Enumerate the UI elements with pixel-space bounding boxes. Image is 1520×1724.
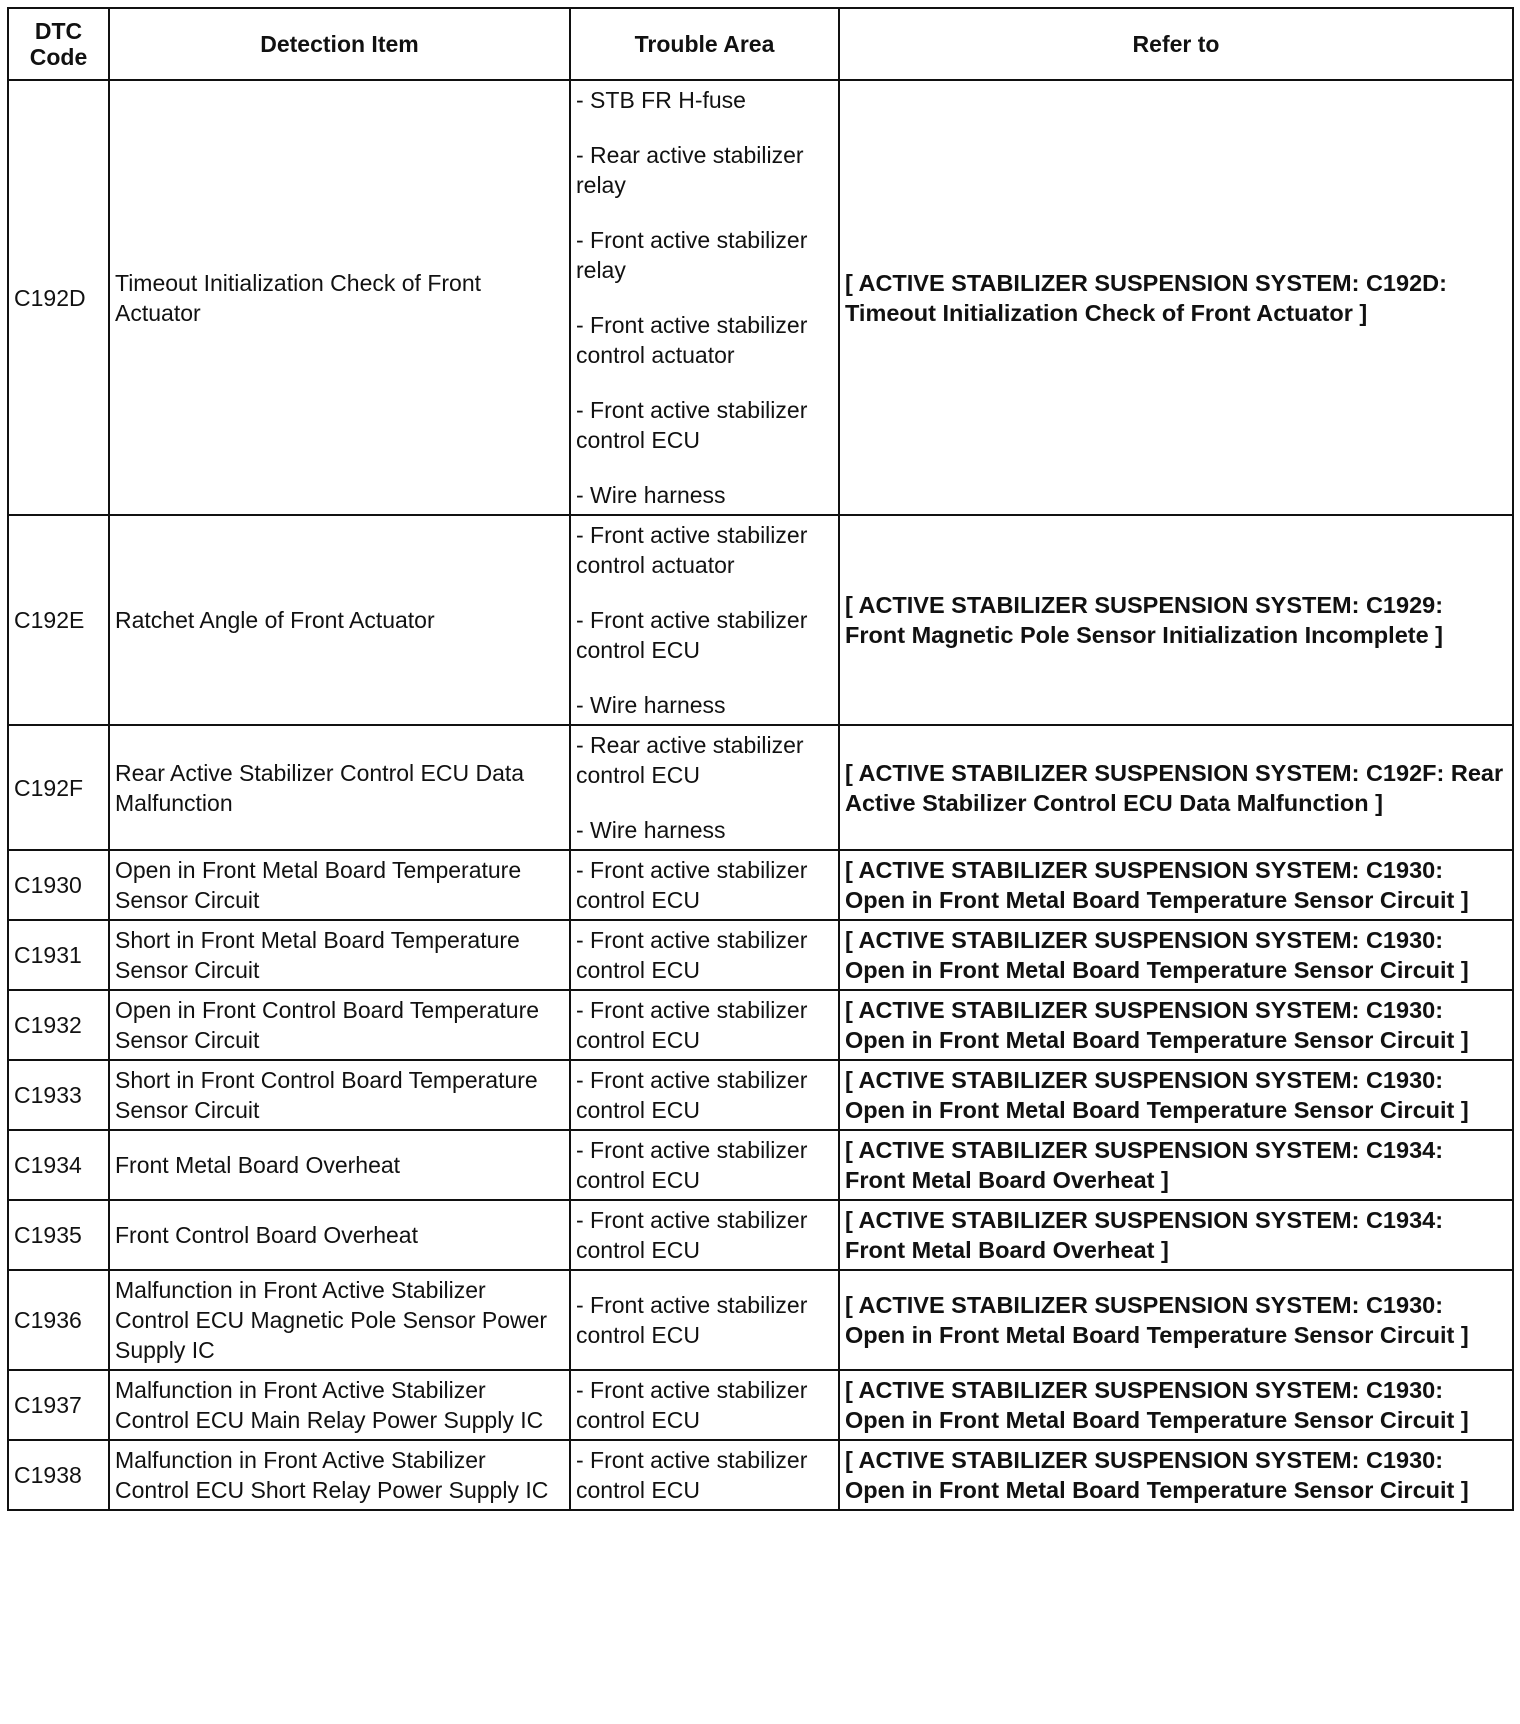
trouble-area-item: - Front active stabilizer control ECU	[576, 927, 808, 983]
header-row	[8, 8, 1513, 80]
trouble-area-list	[576, 85, 835, 510]
dtc-code-cell: C1937	[8, 1370, 109, 1440]
dtc-table-header	[8, 8, 1513, 80]
trouble-area-list	[576, 1445, 835, 1505]
refer-to-link[interactable]: [ ACTIVE STABILIZER SUSPENSION SYSTEM: C1930: Open in Front Metal Board Temperature Sensor Circuit ]	[839, 920, 1513, 990]
trouble-area-item: - STB FR H-fuse	[576, 87, 746, 113]
trouble-area-list	[576, 995, 835, 1055]
dtc-table-container	[7, 7, 1514, 1511]
table-row	[8, 920, 1513, 990]
table-row	[8, 1270, 1513, 1370]
trouble-area-item: - Front active stabilizer control ECU	[576, 1377, 808, 1433]
trouble-area-item: - Front active stabilizer control ECU	[576, 997, 808, 1053]
refer-to-link[interactable]: [ ACTIVE STABILIZER SUSPENSION SYSTEM: C1930: Open in Front Metal Board Temperature Sensor Circuit ]	[839, 1060, 1513, 1130]
table-row	[8, 1200, 1513, 1270]
trouble-area-list	[576, 925, 835, 985]
trouble-area-item: - Front active stabilizer control ECU	[576, 857, 808, 913]
trouble-area-item: - Wire harness	[576, 482, 726, 508]
dtc-code-cell: C1930	[8, 850, 109, 920]
detection-item-cell: Timeout Initialization Check of Front Actuator	[109, 80, 570, 515]
detection-item-cell: Open in Front Control Board Temperature Sensor Circuit	[109, 990, 570, 1060]
refer-to-link[interactable]: [ ACTIVE STABILIZER SUSPENSION SYSTEM: C1930: Open in Front Metal Board Temperature Sensor Circuit ]	[839, 850, 1513, 920]
trouble-area-cell	[570, 1200, 839, 1270]
trouble-area-cell	[570, 1060, 839, 1130]
trouble-area-list	[576, 1290, 835, 1350]
detection-item-cell: Open in Front Metal Board Temperature Sensor Circuit	[109, 850, 570, 920]
table-row	[8, 725, 1513, 850]
dtc-code-cell: C192D	[8, 80, 109, 515]
dtc-table	[7, 7, 1514, 1511]
table-row	[8, 515, 1513, 725]
table-row	[8, 990, 1513, 1060]
trouble-area-item: - Rear active stabilizer relay	[576, 142, 804, 198]
dtc-table-body	[8, 80, 1513, 1510]
table-row	[8, 1440, 1513, 1510]
refer-to-link[interactable]: [ ACTIVE STABILIZER SUSPENSION SYSTEM: C1930: Open in Front Metal Board Temperature Sensor Circuit ]	[839, 990, 1513, 1060]
trouble-area-item: - Front active stabilizer control ECU	[576, 1207, 808, 1263]
trouble-area-list	[576, 520, 835, 720]
trouble-area-cell	[570, 920, 839, 990]
table-row	[8, 1060, 1513, 1130]
trouble-area-cell	[570, 725, 839, 850]
trouble-area-item: - Front active stabilizer control actuator	[576, 522, 808, 578]
dtc-code-cell: C1932	[8, 990, 109, 1060]
refer-to-link[interactable]: [ ACTIVE STABILIZER SUSPENSION SYSTEM: C1930: Open in Front Metal Board Temperature Sensor Circuit ]	[839, 1440, 1513, 1510]
header-dtc-code: DTC Code	[8, 8, 109, 80]
header-refer-to: Refer to	[839, 8, 1513, 80]
trouble-area-cell	[570, 80, 839, 515]
dtc-code-cell: C1931	[8, 920, 109, 990]
detection-item-cell: Short in Front Control Board Temperature Sensor Circuit	[109, 1060, 570, 1130]
dtc-code-cell: C1936	[8, 1270, 109, 1370]
trouble-area-item: - Front active stabilizer control ECU	[576, 1292, 808, 1348]
table-row	[8, 850, 1513, 920]
trouble-area-list	[576, 1205, 835, 1265]
trouble-area-item: - Front active stabilizer control ECU	[576, 397, 808, 453]
detection-item-cell: Short in Front Metal Board Temperature Sensor Circuit	[109, 920, 570, 990]
trouble-area-item: - Front active stabilizer control ECU	[576, 607, 808, 663]
trouble-area-item: - Front active stabilizer relay	[576, 227, 808, 283]
table-row	[8, 80, 1513, 515]
trouble-area-item: - Front active stabilizer control ECU	[576, 1137, 808, 1193]
trouble-area-item: - Rear active stabilizer control ECU	[576, 732, 804, 788]
detection-item-cell: Rear Active Stabilizer Control ECU Data Malfunction	[109, 725, 570, 850]
dtc-code-cell: C192E	[8, 515, 109, 725]
trouble-area-item: - Front active stabilizer control ECU	[576, 1447, 808, 1503]
trouble-area-cell	[570, 515, 839, 725]
detection-item-cell: Malfunction in Front Active Stabilizer Control ECU Main Relay Power Supply IC	[109, 1370, 570, 1440]
trouble-area-cell	[570, 1370, 839, 1440]
refer-to-link[interactable]: [ ACTIVE STABILIZER SUSPENSION SYSTEM: C1929: Front Magnetic Pole Sensor Initialization Incomplete ]	[839, 515, 1513, 725]
detection-item-cell: Front Control Board Overheat	[109, 1200, 570, 1270]
table-row	[8, 1130, 1513, 1200]
trouble-area-list	[576, 1135, 835, 1195]
dtc-code-cell: C1933	[8, 1060, 109, 1130]
detection-item-cell: Malfunction in Front Active Stabilizer Control ECU Short Relay Power Supply IC	[109, 1440, 570, 1510]
dtc-code-cell: C1935	[8, 1200, 109, 1270]
dtc-code-cell: C1934	[8, 1130, 109, 1200]
trouble-area-item: - Front active stabilizer control actuator	[576, 312, 808, 368]
trouble-area-item: - Front active stabilizer control ECU	[576, 1067, 808, 1123]
trouble-area-cell	[570, 1270, 839, 1370]
trouble-area-cell	[570, 1130, 839, 1200]
trouble-area-list	[576, 730, 835, 845]
refer-to-link[interactable]: [ ACTIVE STABILIZER SUSPENSION SYSTEM: C192D: Timeout Initialization Check of Front Actuator ]	[839, 80, 1513, 515]
trouble-area-list	[576, 855, 835, 915]
detection-item-cell: Front Metal Board Overheat	[109, 1130, 570, 1200]
table-row	[8, 1370, 1513, 1440]
refer-to-link[interactable]: [ ACTIVE STABILIZER SUSPENSION SYSTEM: C1934: Front Metal Board Overheat ]	[839, 1200, 1513, 1270]
trouble-area-list	[576, 1065, 835, 1125]
trouble-area-cell	[570, 850, 839, 920]
trouble-area-item: - Wire harness	[576, 692, 726, 718]
trouble-area-cell	[570, 1440, 839, 1510]
detection-item-cell: Malfunction in Front Active Stabilizer Control ECU Magnetic Pole Sensor Power Supply IC	[109, 1270, 570, 1370]
refer-to-link[interactable]: [ ACTIVE STABILIZER SUSPENSION SYSTEM: C1930: Open in Front Metal Board Temperature Sensor Circuit ]	[839, 1370, 1513, 1440]
trouble-area-cell	[570, 990, 839, 1060]
header-detection-item: Detection Item	[109, 8, 570, 80]
detection-item-cell: Ratchet Angle of Front Actuator	[109, 515, 570, 725]
refer-to-link[interactable]: [ ACTIVE STABILIZER SUSPENSION SYSTEM: C1934: Front Metal Board Overheat ]	[839, 1130, 1513, 1200]
trouble-area-list	[576, 1375, 835, 1435]
refer-to-link[interactable]: [ ACTIVE STABILIZER SUSPENSION SYSTEM: C1930: Open in Front Metal Board Temperature Sensor Circuit ]	[839, 1270, 1513, 1370]
refer-to-link[interactable]: [ ACTIVE STABILIZER SUSPENSION SYSTEM: C192F: Rear Active Stabilizer Control ECU Data Malfunction ]	[839, 725, 1513, 850]
trouble-area-item: - Wire harness	[576, 817, 726, 843]
dtc-code-cell: C192F	[8, 725, 109, 850]
dtc-code-cell: C1938	[8, 1440, 109, 1510]
header-trouble-area: Trouble Area	[570, 8, 839, 80]
